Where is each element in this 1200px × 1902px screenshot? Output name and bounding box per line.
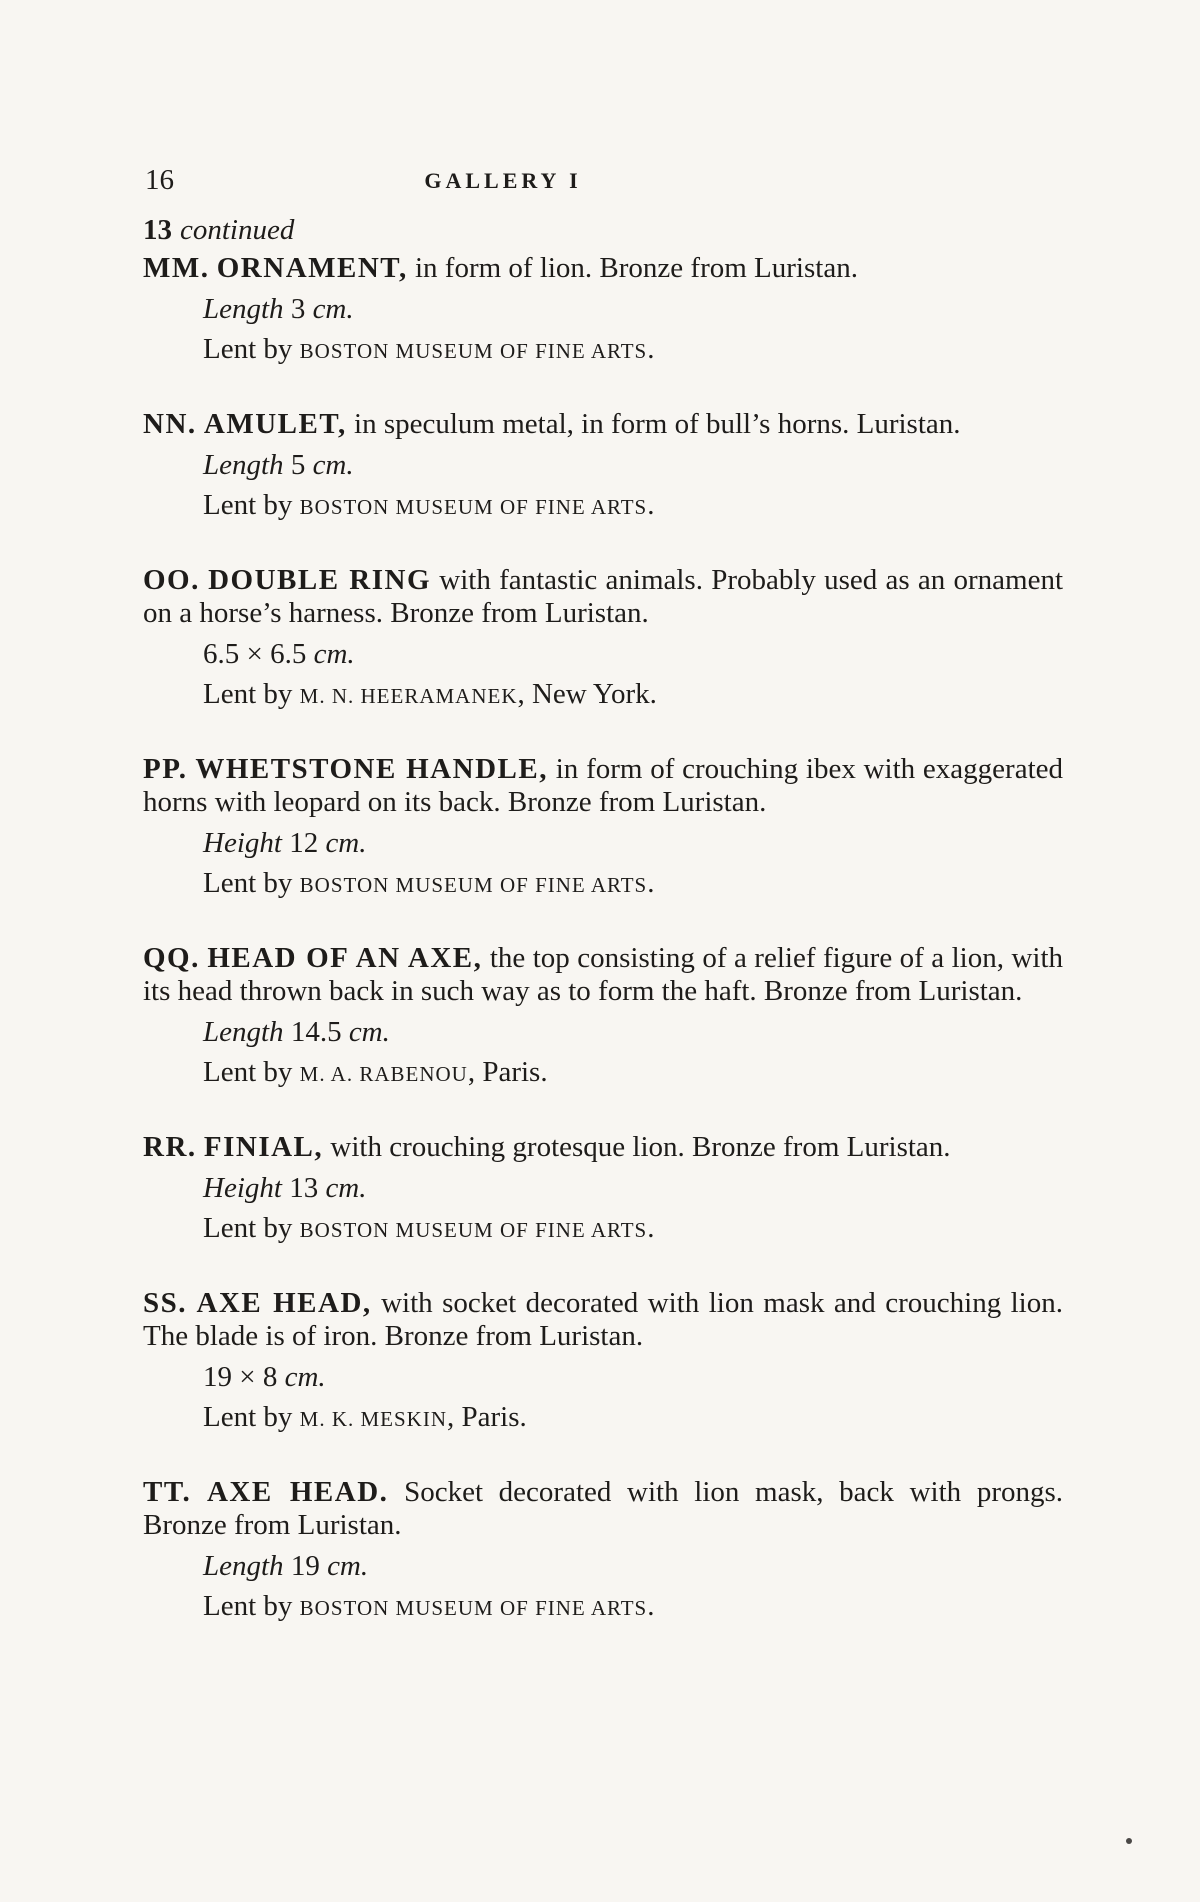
entry-measurement bbox=[203, 638, 1063, 671]
section-label bbox=[143, 214, 294, 247]
measure-unit: cm. bbox=[325, 827, 367, 859]
catalogue-entry bbox=[143, 408, 1063, 524]
entry-description bbox=[143, 942, 1063, 1008]
lender-suffix: , Paris. bbox=[467, 1056, 548, 1088]
measure-label: Length bbox=[203, 293, 284, 325]
measure-unit: cm. bbox=[312, 293, 354, 325]
entry-code: MM. bbox=[143, 252, 210, 284]
measure-value: 5 bbox=[290, 449, 306, 481]
lender-prefix: Lent by bbox=[203, 678, 293, 710]
measure-label: Length bbox=[203, 1016, 284, 1048]
entry-code: TT. bbox=[143, 1476, 192, 1508]
lender-suffix: . bbox=[647, 1590, 655, 1622]
gallery-title: GALLERY I bbox=[424, 168, 582, 193]
entry-text: with socket decorated with lion mask and crouching lion. The blade is of iron. Bronze from Luristan. bbox=[143, 1287, 1063, 1352]
entry-lender bbox=[203, 867, 1063, 902]
running-head bbox=[143, 164, 1063, 200]
entry-measurement bbox=[203, 449, 1063, 482]
entry-description bbox=[143, 408, 1063, 441]
measure-value: 14.5 bbox=[290, 1016, 342, 1048]
entry-text: Socket decorated with lion mask, back with prongs. Bronze from Luristan. bbox=[143, 1476, 1064, 1541]
entry-lender bbox=[203, 333, 1063, 368]
entry-title: AXE HEAD. bbox=[206, 1476, 389, 1508]
entry-text: with crouching grotesque lion. Bronze from Luristan. bbox=[330, 1131, 951, 1163]
lender-prefix: Lent by bbox=[203, 1056, 293, 1088]
entry-description bbox=[143, 252, 1063, 285]
page-number: 16 bbox=[145, 164, 174, 196]
lender-prefix: Lent by bbox=[203, 489, 293, 521]
entry-description bbox=[143, 564, 1063, 630]
lender-suffix: , New York. bbox=[517, 678, 657, 710]
lender-prefix: Lent by bbox=[203, 867, 293, 899]
lender-name: M. N. HEERAMANEK bbox=[299, 684, 518, 708]
entry-measurement bbox=[203, 1361, 1063, 1394]
catalogue-entry bbox=[143, 1476, 1063, 1625]
entry-lender bbox=[203, 489, 1063, 524]
entry-measurement bbox=[203, 1016, 1063, 1049]
entry-description bbox=[143, 753, 1063, 819]
measure-unit: cm. bbox=[313, 638, 355, 670]
entry-lender bbox=[203, 678, 1063, 713]
entry-lender bbox=[203, 1212, 1063, 1247]
measure-value: 12 bbox=[289, 827, 319, 859]
measure-label: Height bbox=[203, 827, 282, 859]
entry-code: RR. bbox=[143, 1131, 197, 1163]
lender-prefix: Lent by bbox=[203, 1212, 293, 1244]
measure-unit: cm. bbox=[325, 1172, 367, 1204]
lender-name: BOSTON MUSEUM OF FINE ARTS bbox=[299, 495, 648, 519]
entry-text: in speculum metal, in form of bull’s horns. Luristan. bbox=[354, 408, 961, 440]
paper-speck bbox=[1126, 1838, 1132, 1844]
entry-lender bbox=[203, 1401, 1063, 1436]
entry-title: DOUBLE RING bbox=[208, 564, 432, 596]
catalogue-entry bbox=[143, 564, 1063, 713]
entry-code: SS. bbox=[143, 1287, 188, 1319]
entry-code: NN. bbox=[143, 408, 197, 440]
lender-name: M. A. RABENOU bbox=[299, 1062, 468, 1086]
catalogue-entry bbox=[143, 942, 1063, 1091]
entry-list bbox=[143, 252, 1063, 1665]
measure-value: 19 bbox=[290, 1550, 320, 1582]
entry-description bbox=[143, 1287, 1063, 1353]
entry-title: HEAD OF AN AXE, bbox=[207, 942, 483, 974]
measure-value: 3 bbox=[290, 293, 306, 325]
lender-suffix: . bbox=[647, 867, 655, 899]
measure-label: Length bbox=[203, 1550, 284, 1582]
section-continued: continued bbox=[180, 214, 295, 246]
catalogue-entry bbox=[143, 753, 1063, 902]
lender-suffix: , Paris. bbox=[447, 1401, 527, 1433]
entry-text: in form of lion. Bronze from Luristan. bbox=[414, 252, 858, 284]
entry-lender bbox=[203, 1056, 1063, 1091]
entry-title: WHETSTONE HANDLE, bbox=[195, 753, 548, 785]
measure-label: Height bbox=[203, 1172, 282, 1204]
lender-suffix: . bbox=[647, 489, 655, 521]
measure-value: 13 bbox=[289, 1172, 319, 1204]
lender-prefix: Lent by bbox=[203, 1401, 293, 1433]
lender-suffix: . bbox=[647, 333, 655, 365]
entry-measurement bbox=[203, 1172, 1063, 1205]
entry-text: with fantastic animals. Probably used as an ornament on a horse’s harness. Bronze from Luristan. bbox=[143, 564, 1064, 629]
measure-value: 6.5 × 6.5 bbox=[203, 638, 307, 670]
entry-title: AXE HEAD, bbox=[196, 1287, 372, 1319]
entry-text: the top consisting of a relief figure of a lion, with its head thrown back in such way as to form the haft. Bronze from Luristan. bbox=[143, 942, 1063, 1007]
entry-title: AMULET, bbox=[203, 408, 347, 440]
measure-unit: cm. bbox=[348, 1016, 390, 1048]
section-number: 13 bbox=[143, 214, 172, 246]
entry-title: FINIAL, bbox=[203, 1131, 324, 1163]
entry-text: in form of crouching ibex with exaggerated horns with leopard on its back. Bronze from Luristan. bbox=[143, 753, 1064, 818]
lender-suffix: . bbox=[647, 1212, 655, 1244]
entry-description bbox=[143, 1131, 1063, 1164]
entry-measurement bbox=[203, 827, 1063, 860]
catalogue-page bbox=[143, 0, 1063, 1902]
catalogue-entry bbox=[143, 1131, 1063, 1247]
catalogue-entry bbox=[143, 1287, 1063, 1436]
measure-value: 19 × 8 bbox=[203, 1361, 278, 1393]
lender-name: BOSTON MUSEUM OF FINE ARTS bbox=[299, 339, 648, 363]
lender-prefix: Lent by bbox=[203, 1590, 293, 1622]
measure-unit: cm. bbox=[284, 1361, 326, 1393]
catalogue-entry bbox=[143, 252, 1063, 368]
entry-lender bbox=[203, 1590, 1063, 1625]
entry-measurement bbox=[203, 293, 1063, 326]
entry-title: ORNAMENT, bbox=[216, 252, 408, 284]
entry-code: OO. bbox=[143, 564, 200, 596]
entry-description bbox=[143, 1476, 1063, 1542]
entry-code: PP. bbox=[143, 753, 188, 785]
measure-unit: cm. bbox=[327, 1550, 369, 1582]
lender-name: BOSTON MUSEUM OF FINE ARTS bbox=[299, 873, 648, 897]
entry-measurement bbox=[203, 1550, 1063, 1583]
measure-unit: cm. bbox=[312, 449, 354, 481]
lender-name: BOSTON MUSEUM OF FINE ARTS bbox=[299, 1218, 648, 1242]
lender-name: M. K. MESKIN bbox=[299, 1407, 447, 1431]
entry-code: QQ. bbox=[143, 942, 200, 974]
lender-prefix: Lent by bbox=[203, 333, 293, 365]
measure-label: Length bbox=[203, 449, 284, 481]
lender-name: BOSTON MUSEUM OF FINE ARTS bbox=[299, 1596, 648, 1620]
